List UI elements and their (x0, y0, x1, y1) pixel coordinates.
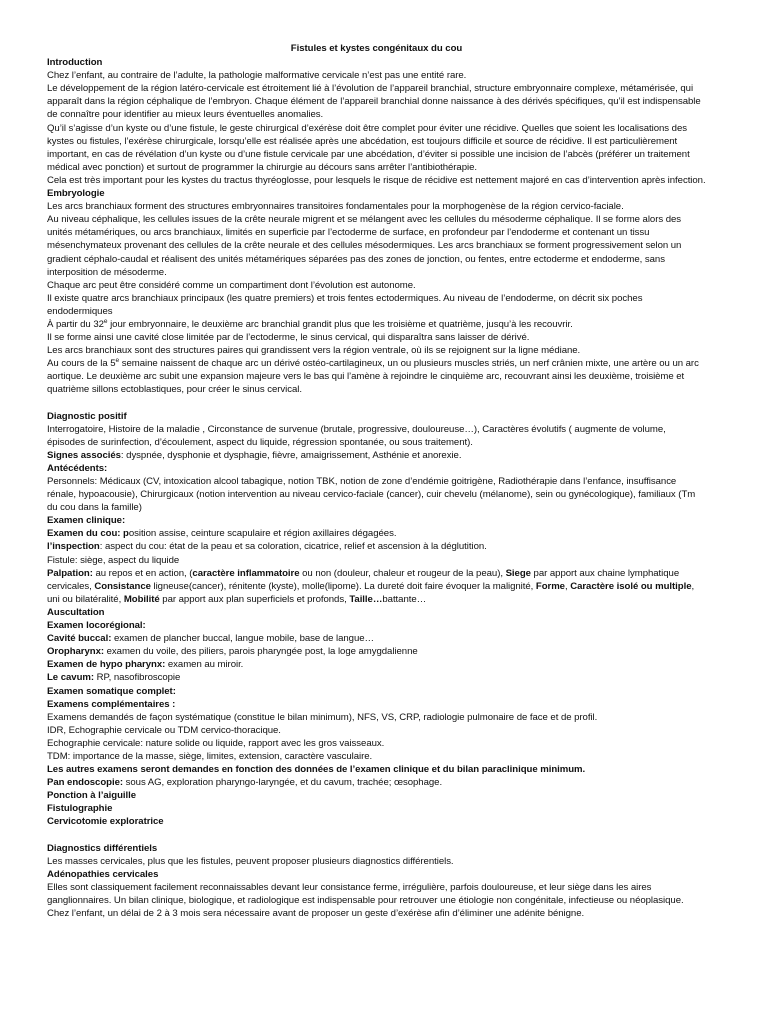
text-run: examen du voile, des piliers, parois pharyngée post, la loge amygdalienne (104, 646, 418, 658)
superscript: e (103, 317, 108, 325)
text-run: par apport aux chaine lymphatique cervicales, (47, 567, 680, 592)
paragraph: Les arcs branchiaux sont des structures paires qui grandissent vers la région ventrale, où ils se rejoignent sur la ligne médiane. (47, 345, 581, 357)
paragraph: Fistule: siège, aspect du liquide (47, 554, 180, 566)
paragraph: Echographie cervicale: nature solide ou liquide, rapport avec les gros vaisseaux. (47, 737, 385, 749)
heading-embryologie: Embryologie (47, 188, 105, 200)
heading-introduction: Introduction (47, 57, 103, 69)
text-run: semaine naissent de chaque arc un dérivé ostéo-cartilagineux, un ou plusieurs muscles striés, un nerf crânien mixte, une artère ou un arc aortique. Le deuxième arc subit une expansion majeure vers le bas qui l’amène à rejoindre le cinquième arc, recouvrant ainsi les deuxième, troisième et quatrième sillons ectoblastiques, pour créer le sinus cervical. (47, 358, 699, 396)
paragraph: Au niveau céphalique, les cellules issues de la crête neurale migrent et se mélangent avec les cellules du mésoderme céphalique. Il se forme alors des unités métamériques, ou arcs branchiaux, limités en superficie par l’ectoderme de surface, en profondeur par l’endoderme et contenant un tissu mésenchymateux provenant des cellules de la crête neurale et des cellules mésodermiques. Les arcs branchiaux se forment progressivement selon un gradient céphalo-caudal et réalisent des unités métamériques séparées pas des zones de jonction, ou fentes, entre ectoderme et endoderme, sans interposition de mésoderme. (47, 214, 682, 278)
paragraph (47, 632, 706, 645)
spacer (47, 397, 706, 410)
heading-fistulographie: Fistulographie (47, 803, 113, 815)
paragraph: Les masses cervicales, plus que les fistules, peuvent proposer plusieurs diagnostics différentiels. (47, 855, 454, 867)
paragraph (47, 449, 706, 462)
bold-label: Examen du cou: p (47, 528, 129, 540)
heading-cervicotomie: Cervicotomie exploratrice (47, 816, 164, 828)
spacer (47, 829, 706, 842)
text-run: Au cours de la 5 (47, 358, 116, 370)
bold-term: Consistance (94, 580, 151, 592)
paragraph: TDM: importance de la masse, siège, limites, extension, caractère vasculaire. (47, 750, 373, 762)
paragraph (47, 645, 706, 658)
paragraph: Elles sont classiquement facilement reconnaissables devant leur consistance ferme, irrégulière, parfois douloureuse, et leur siège dans les aires ganglionnaires. Un bilan clinique, biologique, et radiologique est indispensable pour retrouver une étiologie non congénitale, infectieuse ou néoplasique. Chez l’enfant, un délai de 2 à 3 mois sera nécessaire avant de proposer un geste d’exérèse afin d’éliminer une adénite bénigne. (47, 881, 684, 919)
text-run: jour embryonnaire, le deuxième arc branchial grandit plus que les troisième et quatrième, jusqu’à les recouvrir. (107, 318, 573, 330)
heading-adenopathies: Adénopathies cervicales (47, 868, 159, 880)
text-run: : aspect du cou: état de la peau et sa coloration, cicatrice, relief et ascension à la déglutition. (99, 541, 487, 553)
paragraph: Chaque arc peut être considéré comme un compartiment dont l’évolution est autonome. (47, 279, 416, 291)
bold-term: Caractère isolé ou multiple (570, 580, 692, 592)
paragraph: Chez l’enfant, au contraire de l’adulte, la pathologie malformative cervicale n’est pas une entité rare. (47, 70, 467, 82)
paragraph (47, 540, 706, 553)
paragraph: Personnels: Médicaux (CV, intoxication alcool tabagique, notion TBK, notion de zone d’endémie goitrigène, Radiothérapie dans l’enfance, insuffisance rénale, hypoacousie), Chirurgicaux (notion intervention au niveau cervico-faciale (cancer), cuir chevelu (mélanome), sein ou gynécologique), familiaux (Tm du cou dans la famille) (47, 476, 696, 514)
paragraph-palpation (47, 567, 706, 606)
bold-term: Taille… (349, 593, 383, 605)
bold-label: Signes associés (47, 449, 121, 461)
bold-term: Mobilité (123, 593, 160, 605)
text-run: , uni ou bilatéralité, (47, 580, 695, 605)
heading-diagnostic-positif: Diagnostic positif (47, 410, 127, 422)
bold-label: Oropharynx: (47, 646, 105, 658)
text-run: sous AG, exploration pharyngo-laryngée, et du cavum, trachée; œsophage. (123, 777, 443, 789)
heading-auscultation: Auscultation (47, 606, 105, 618)
paragraph: Il se forme ainsi une cavité close limitée par de l’ectoderme, le sinus cervical, qui disparaîtra sans laisser de dérivé. (47, 332, 530, 344)
bold-label: Palpation: (47, 567, 93, 579)
paragraph: Qu’il s’agisse d’un kyste ou d’une fistule, le geste chirurgical d’exérèse doit être complet pour éviter une récidive. Quelles que soient les localisations des kystes ou fistules, l’exérèse chirurgicale, lorsqu’elle est réalisée après une abcédation, est toujours difficile et source de récidive. Il est particulièrement important, en cas de révélation d’un kyste ou d’une fistule cervicale par une abcédation, d’éviter si possible une incision de l’abcès (préférer un traitement médical avec ponction) et surtout de programmer la chirurgie au décours sans arrêter l’antibiothérapie. (47, 122, 690, 173)
text-run: , (564, 580, 571, 592)
heading-antecedents: Antécédents: (47, 462, 108, 474)
bold-term: Siege (505, 567, 531, 579)
paragraph (47, 776, 706, 789)
text-run: battante… (382, 593, 427, 605)
paragraph (47, 671, 706, 684)
text-run: ligneuse(cancer), rénitente (kyste), molle(lipome). La dureté doit faire évoquer la malignité, (150, 580, 536, 592)
paragraph (47, 658, 706, 671)
heading-examen-somatique: Examen somatique complet: (47, 685, 176, 697)
bold-label: Pan endoscopie: (47, 777, 124, 789)
text-run: par apport aux plan superficiels et profonds, (159, 593, 350, 605)
heading-examen-clinique: Examen clinique: (47, 515, 126, 527)
paragraph: Cela est très important pour les kystes du tractus thyréoglosse, pour lesquels le risque de récidive est nettement majoré en cas d’intervention après infection. (47, 174, 706, 186)
text-run: osition assise, ceinture scapulaire et région axillaires dégagées. (128, 528, 397, 540)
paragraph: Examens demandés de façon systématique (constitue le bilan minimum), NFS, VS, CRP, radiologie pulmonaire de face et de profil. (47, 711, 598, 723)
paragraph (47, 357, 706, 396)
text-run: au repos et en action, ( (92, 567, 193, 579)
paragraph: Le développement de la région latéro-cervicale est étroitement lié à l’évolution de l’appareil branchial, structure embryonnaire complexe, métamérisée, qui apparaît dans la région céphalique de l’embryon. Chaque élément de l’appareil branchial donne naissance à des dérivés spécifiques, qu’il est indispensable de connaître pour identifier au mieux leurs éventuelles anomalies. (47, 83, 701, 121)
bold-label: Examen de hypo pharynx: (47, 659, 166, 671)
bold-label: Le cavum: (47, 672, 95, 684)
bold-term: Forme (535, 580, 565, 592)
paragraph (47, 318, 706, 331)
heading-examens-complementaires: Examens complémentaires : (47, 698, 176, 710)
bold-paragraph: Les autres examens seront demandes en fonction des données de l’examen clinique et du bilan paraclinique minimum. (47, 764, 586, 776)
text-run: À partir du 32 (47, 318, 104, 330)
bold-label: l’inspection (47, 541, 100, 553)
bold-term: caractère inflammatoire (192, 567, 300, 579)
heading-diagnostics-differentiels: Diagnostics différentiels (47, 842, 158, 854)
paragraph: Les arcs branchiaux forment des structures embryonnaires transitoires fondamentales pour la morphogenèse de la région cervico-faciale. (47, 201, 624, 213)
bold-label: Cavité buccal: (47, 633, 112, 645)
paragraph (47, 527, 706, 540)
paragraph: Il existe quatre arcs branchiaux principaux (les quatre premiers) et trois fentes ectodermiques. Au niveau de l’endoderme, on décrit six poches endodermiques (47, 292, 643, 317)
text-run: : dyspnée, dysphonie et dysphagie, fièvre, amaigrissement, Asthénie et anorexie. (120, 449, 462, 461)
paragraph: IDR, Echographie cervicale ou TDM cervico-thoracique. (47, 724, 281, 736)
heading-ponction: Ponction à l’aiguille (47, 790, 137, 802)
superscript: e (115, 357, 120, 365)
text-run: examen de plancher buccal, langue mobile, base de langue… (111, 633, 375, 645)
paragraph: Interrogatoire, Histoire de la maladie , Circonstance de survenue (brutale, progressive, douloureuse…), Caractères évolutifs ( augmente de volume, épisodes de surinfection, d’écoulement, aspect du liquide, régression spontanée, ou sous traitement). (47, 423, 666, 448)
text-run: examen au miroir. (165, 659, 244, 671)
text-run: RP, nasofibroscopie (94, 672, 181, 684)
text-run: ou non (douleur, chaleur et rougeur de la peau), (299, 567, 506, 579)
heading-examen-locoregional: Examen locorégional: (47, 620, 146, 632)
document-title: Fistules et kystes congénitaux du cou (290, 43, 463, 54)
